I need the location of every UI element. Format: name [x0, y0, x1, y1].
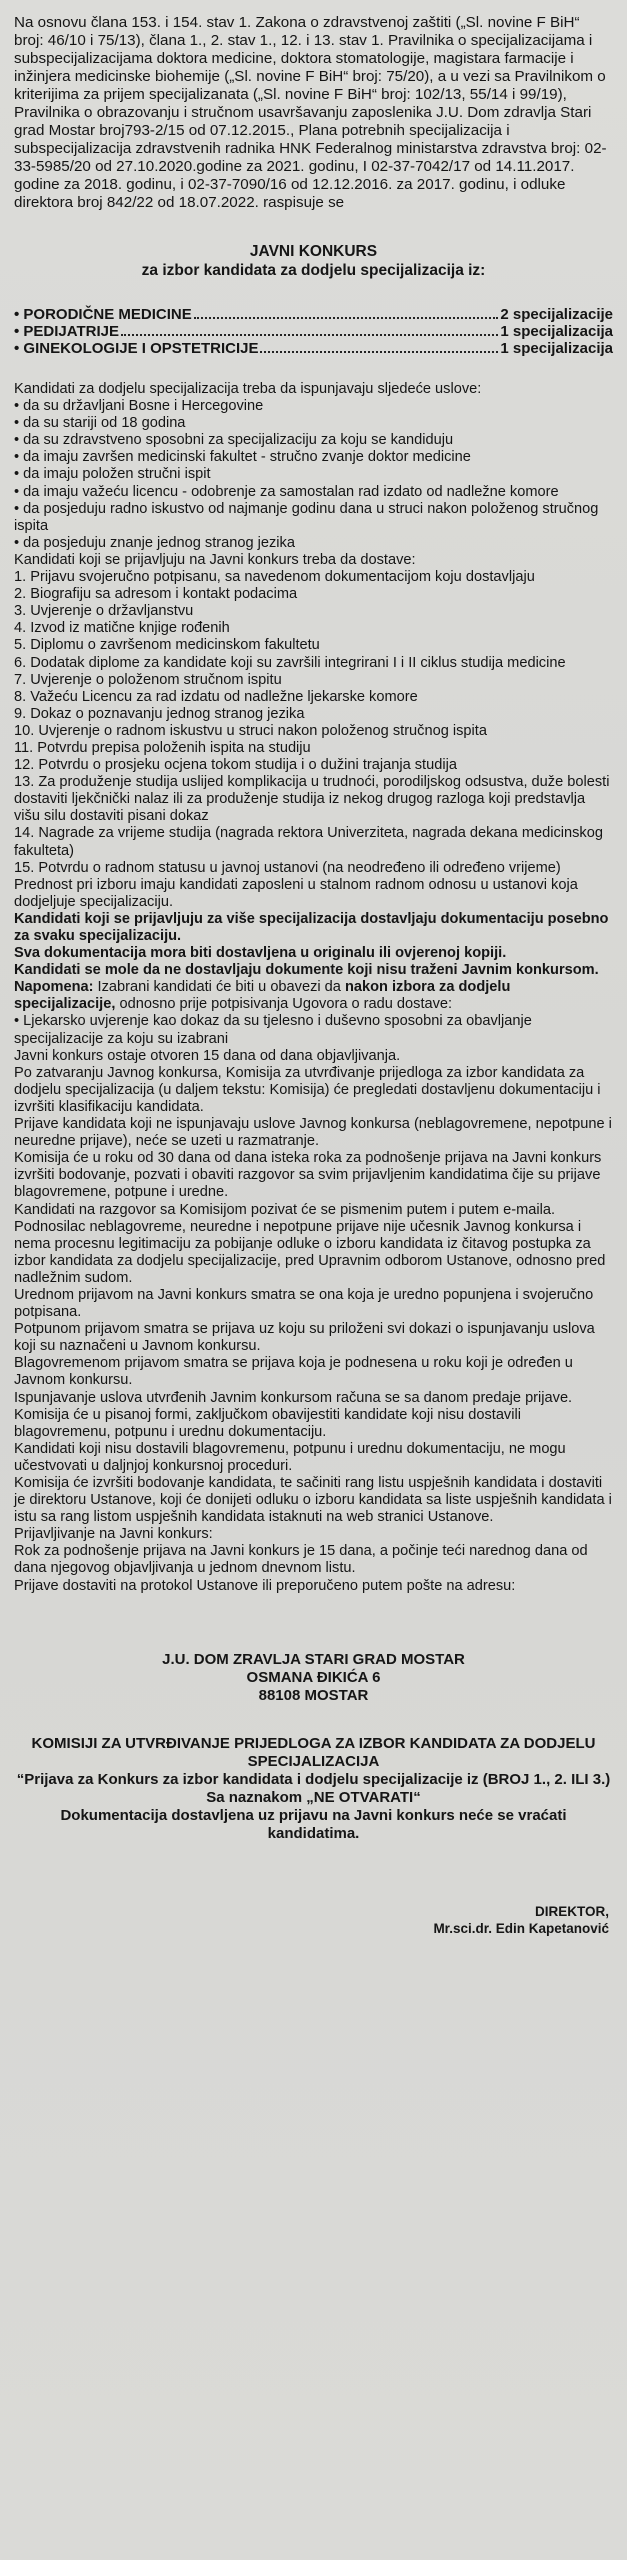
- committee-block: [14, 1735, 613, 1843]
- procedure-paragraph: Rok za podnošenje prijava na Javni konkurs je 15 dana, a počinje teći narednog dana od dana njegovog objavljivanja u jednom dnevnom listu.: [14, 1543, 588, 1577]
- procedure-paragraph: Podnosilac neblagovreme, neuredne i nepotpune prijave nije učesnik Javnog konkursa i nema procesnu legitimaciju za pobijanje odluke o izboru kandidata iz čitavog postupka za izbor kandidata za dodjelu specijalizacije, pred Upravnim odborom Ustanove, odnosno pred nadležnim sudom.: [14, 1218, 606, 1286]
- document-item: 11. Potvrdu prepisa položenih ispita na studiju: [14, 739, 311, 756]
- signature-name: Mr.sci.dr. Edin Kapetanović: [433, 1920, 609, 1936]
- document-item: 2. Biografiju sa adresom i kontakt podacima: [14, 586, 298, 603]
- procedure-paragraph: Komisija će u roku od 30 dana od dana isteka roka za podnošenje prijava na Javni konkurs izvršiti bodovanje, pozvati i obaviti razgovor sa svim prijavljenim kandidatima čije su prijave blagovremene, potpune i uredne.: [14, 1150, 602, 1201]
- committee-name: KOMISIJI ZA UTVRĐIVANJE PRIJEDLOGA ZA IZBOR KANDIDATA ZA DODJELU SPECIJALIZACIJA: [31, 1734, 596, 1770]
- multiple-applications-note: Kandidati koji se prijavljuju za više specijalizacija dostavljaju dokumentaciju posebno za svaku specijalizaciju.: [14, 910, 609, 944]
- dot-leader: [121, 323, 498, 336]
- procedure-paragraph: Potpunom prijavom smatra se prijava uz koju su priloženi svi dokazi o ispunjavanju uslova koji su naznačeni u Javnom konkursu.: [14, 1321, 595, 1355]
- specialization-name: • GINEKOLOGIJE I OPSTETRICIJE: [14, 340, 259, 357]
- napomena-text-after: odnosno prije potpisivanja Ugovora o radu dostave:: [115, 996, 453, 1013]
- document-item: 10. Uvjerenje o radnom iskustvu u struci nakon položenog stručnog ispita: [14, 722, 487, 739]
- medical-certificate-item: • Ljekarsko uvjerenje kao dokaz da su tjelesno i duševno sposobni za obavljanje specijalizacije za koju su izabrani: [14, 1013, 532, 1047]
- procedure-paragraph: Prijavljivanje na Javni konkurs:: [14, 1526, 213, 1543]
- requirement-item: • da imaju položen stručni ispit: [14, 466, 211, 483]
- napomena-bold-part: nakon izbora za dodjelu specijalizacije,: [14, 979, 511, 1013]
- procedure-paragraph: Po zatvaranju Javnog konkursa, Komisija za utvrđivanje prijedloga za izbor kandidata za dodjelu specijalizacija (u daljem tekstu: Komisija) će pregledati dostavljenu dokumentaciju i izvršiti klasifikaciju kandidata.: [14, 1064, 601, 1115]
- address-city: 88108 MOSTAR: [258, 1686, 369, 1704]
- napomena-paragraph: [14, 979, 613, 1013]
- document-item: 7. Uvjerenje o položenom stručnom ispitu: [14, 671, 282, 688]
- procedure-paragraph: Urednom prijavom na Javni konkurs smatra se ona koja je uredno popunjena i svojeručno potpisana.: [14, 1286, 594, 1321]
- dot-leader: [260, 340, 498, 353]
- specialization-count: 1 specijalizacija: [500, 340, 613, 357]
- document-item: 8. Važeću Licencu za rad izdatu od nadležne ljekarske komore: [14, 688, 418, 705]
- napomena-label: Napomena:: [14, 979, 94, 996]
- documents-not-returned: Dokumentacija dostavljena uz prijavu na Javni konkurs neće se vraćati kandidatima.: [60, 1806, 567, 1842]
- document-item: 5. Diplomu o završenom medicinskom fakultetu: [14, 637, 320, 654]
- signature-title: DIREKTOR,: [534, 1903, 609, 1919]
- specialization-item: [14, 323, 613, 340]
- intro-paragraph: Na osnovu člana 153. i 154. stav 1. Zakona o zdravstvenoj zaštiti („Sl. novine F BiH“ broj: 46/10 i 75/13), člana 1., 2. stav 1., 12. i 13. stav 1. Pravilnika o specijalizacijama i subspecijalizacijama doktora medicine, doktora stomatologije, magistara farmacije i inžinjera medicinske biohemije („Sl. novine F BiH“ broj: 75/20), a u vezi sa Pravilnikom o kriterijima za prijem specijalizanata („Sl. novine F BiH“ broj: 102/13, 55/14 i 99/19), Pravilnika o obrazovanju i stručnom usavršavanju zaposlenika J.U. Dom zdravlja Stari grad Mostar broj793-2/15 od 07.12.2015., Plana potrebnih specijalizacija i subspecijalizacija zdravstvenih radnika HNK Federalnog ministarstva zdravstva broj: 02-33-5985/20 od 27.10.2020.godine za 2021. godinu, I 02-37-7042/17 od 14.11.2017. godine za 2018. godinu, i 02-37-7090/16 od 12.12.2016. za 2017. godinu, i odluke direktora broj 842/22 od 18.07.2022. raspisuje se: [14, 14, 607, 211]
- original-documents-note: Sva dokumentacija mora biti dostavljena u originalu ili ovjerenoj kopiji.: [14, 945, 507, 962]
- document-item: 13. Za produženje studija uslijed komplikacija u trudnoći, porodiljskog odsustva, duže bolesti dostaviti ljekčnički nalaz ili za produženje studija iz nekog drugog razloga koji predstavlja višu silu dostaviti pisani dokaz: [14, 774, 610, 825]
- do-not-open-label: Sa naznakom „NE OTVARATI“: [206, 1788, 421, 1806]
- document-item: 14. Nagrade za vrijeme studija (nagrada rektora Univerziteta, nagrada dekana medicinskog fakulteta): [14, 825, 603, 859]
- procedure-paragraph: Komisija će izvršiti bodovanje kandidata, te sačiniti rang listu uspješnih kandidata i dostaviti je direktoru Ustanove, koji će donijeti odluku o izboru kandidata sa liste uspješnih kandidata i istu sa rang listom uspješnih kandidata istaknuti na web stranici Ustanove.: [14, 1475, 612, 1526]
- specialization-count: 1 specijalizacija: [500, 323, 613, 340]
- documents-title: Kandidati koji se prijavljuju na Javni konkurs treba da dostave:: [14, 551, 416, 568]
- requirement-item: • da imaju važeću licencu - odobrenje za samostalan rad izdato od nadležne komore: [14, 483, 559, 500]
- requirement-item: • da su stariji od 18 godina: [14, 415, 186, 432]
- announcement-heading: [14, 242, 613, 280]
- document-item: 4. Izvod iz matične knjige rođenih: [14, 620, 230, 637]
- document-item: 15. Potvrdu o radnom statusu u javnoj ustanovi (na neodređeno ili određeno vrijeme): [14, 859, 561, 876]
- napomena-text-before: Izabrani kandidati će biti u obavezi da: [93, 979, 345, 996]
- procedure-paragraph: Kandidati na razgovor sa Komisijom pozivat će se pismenim putem i putem e-maila.: [14, 1201, 556, 1218]
- specialization-list: [14, 306, 613, 357]
- address-street: OSMANA ĐIKIĆA 6: [246, 1668, 381, 1686]
- procedure-paragraph: Prijave dostaviti na protokol Ustanove ili preporučeno putem pošte na adresu:: [14, 1577, 516, 1594]
- envelope-label: “Prijava za Konkurs za izbor kandidata i dodjelu specijalizacije iz (BROJ 1., 2. ILI 3.): [16, 1770, 611, 1788]
- procedure-paragraph: Prijave kandidata koji ne ispunjavaju uslove Javnog konkursa (neblagovremene, nepotpune i neuredne prijave), neće se uzeti u razmatranje.: [14, 1116, 612, 1150]
- address-institution: J.U. DOM ZRAVLJA STARI GRAD MOSTAR: [162, 1650, 465, 1668]
- document-item: 9. Dokaz o poznavanju jednog stranog jezika: [14, 705, 305, 722]
- dot-leader: [194, 306, 499, 319]
- requirement-item: • da posjeduju znanje jednog stranog jezika: [14, 534, 295, 551]
- delivery-address: [14, 1651, 613, 1705]
- no-extra-documents-note: Kandidati se mole da ne dostavljaju dokumente koji nisu traženi Javnim konkursom.: [14, 962, 599, 979]
- requirement-item: • da su zdravstveno sposobni za specijalizaciju za koju se kandiduju: [14, 432, 454, 449]
- specialization-item: [14, 340, 613, 357]
- heading-title: JAVNI KONKURS: [249, 243, 378, 260]
- announcement-body: [14, 381, 613, 1595]
- requirements-title: Kandidati za dodjelu specijalizacija treba da ispunjavaju sljedeće uslove:: [14, 381, 482, 397]
- specialization-name: • PEDIJATRIJE: [14, 323, 119, 340]
- signature-block: [14, 1903, 613, 1937]
- document-item: 3. Uvjerenje o državljanstvu: [14, 603, 194, 620]
- specialization-item: [14, 306, 613, 323]
- priority-note: Prednost pri izboru imaju kandidati zaposleni u stalnom radnom odnosu u ustanovi koja dodjeljuje specijalizaciju.: [14, 876, 578, 910]
- document-item: 12. Potvrdu o prosjeku ocjena tokom studija i o dužini trajanja studija: [14, 757, 457, 774]
- specialization-count: 2 specijalizacije: [500, 306, 613, 323]
- requirement-item: • da imaju završen medicinski fakultet - stručno zvanje doktor medicine: [14, 449, 471, 466]
- document-item: 6. Dodatak diplome za kandidate koji su završili integrirani I i II ciklus studija medicine: [14, 654, 566, 671]
- requirement-item: • da su državljani Bosne i Hercegovine: [14, 398, 264, 415]
- procedure-paragraph: Blagovremenom prijavom smatra se prijava koja je podnesena u roku koji je određen u Javnom konkursu.: [14, 1355, 573, 1389]
- heading-subtitle: za izbor kandidata za dodjelu specijalizacija iz:: [141, 262, 486, 279]
- procedure-paragraph: Ispunjavanje uslova utvrđenih Javnim konkursom računa se sa danom predaje prijave.: [14, 1389, 573, 1406]
- document-item: 1. Prijavu svojeručno potpisanu, sa navedenom dokumentacijom koju dostavljaju: [14, 569, 535, 586]
- procedure-paragraph: Kandidati koji nisu dostavili blagovremenu, potpunu i urednu dokumentaciju, ne mogu učestvovati u daljnjoj konkursnoj proceduri.: [14, 1440, 566, 1474]
- specialization-name: • PORODIČNE MEDICINE: [14, 306, 192, 323]
- procedure-paragraph: Komisija će u pisanoj formi, zaključkom obavijestiti kandidate koji nisu dostavili blagovremenu, potpunu i urednu dokumentaciju.: [14, 1406, 521, 1440]
- requirement-item: • da posjeduju radno iskustvo od najmanje godinu dana u struci nakon položenog stručnog ispita: [14, 500, 599, 534]
- procedure-paragraph: Javni konkurs ostaje otvoren 15 dana od dana objavljivanja.: [14, 1047, 401, 1064]
